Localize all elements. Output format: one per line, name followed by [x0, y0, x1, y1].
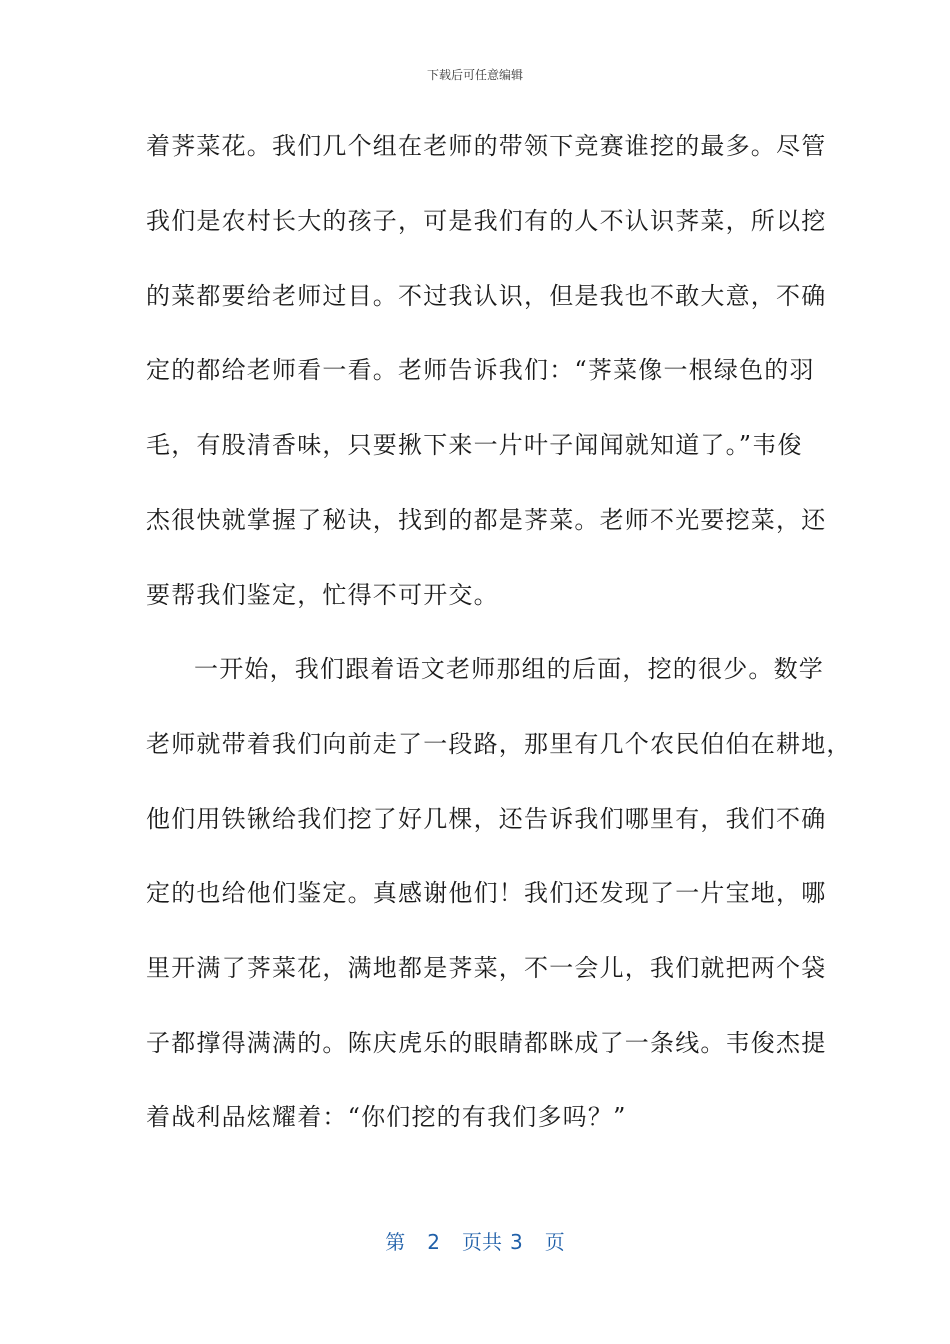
- paragraph-2-line-7: 着战利品炫耀着：“你们挖的有我们多吗？”: [146, 1103, 627, 1131]
- paragraph-1-line-6: 杰很快就掌握了秘诀，找到的都是荠菜。老师不光要挖菜，还: [146, 506, 827, 534]
- paragraph-1-line-4: 定的都给老师看一看。老师告诉我们：“荠菜像一根绿色的羽: [146, 356, 815, 384]
- paragraph-1-line-5: 毛，有股清香味，只要揪下来一片叶子闻闻就知道了。”韦俊: [146, 431, 803, 459]
- paragraph-2-line-4: 定的也给他们鉴定。真感谢他们！我们还发现了一片宝地，哪: [146, 879, 827, 907]
- page-footer: [0, 1226, 950, 1255]
- page-header: 下载后可任意编辑: [426, 68, 523, 82]
- total-pages-number: 3: [510, 1230, 523, 1254]
- paragraph-1-line-3: 的菜都要给老师过目。不过我认识，但是我也不敢大意，不确: [146, 282, 827, 310]
- paragraph-1-line-2: 我们是农村长大的孩子，可是我们有的人不认识荠菜，所以挖: [146, 207, 827, 235]
- page-suffix: 页: [544, 1230, 565, 1254]
- paragraph-1-line-1: 着荠菜花。我们几个组在老师的带领下竞赛谁挖的最多。尽管: [146, 132, 827, 160]
- paragraph-1-line-7: 要帮我们鉴定，忙得不可开交。: [146, 581, 499, 609]
- page-prefix: 第: [385, 1230, 406, 1254]
- paragraph-2-line-2: 老师就带着我们向前走了一段路，那里有几个农民伯伯在耕地，: [146, 730, 852, 758]
- current-page-number: 2: [427, 1230, 440, 1254]
- paragraph-2-line-5: 里开满了荠菜花，满地都是荠菜，不一会儿，我们就把两个袋: [146, 954, 827, 982]
- paragraph-2-line-6: 子都撑得满满的。陈庆虎乐的眼睛都眯成了一条线。韦俊杰提: [146, 1029, 827, 1057]
- paragraph-2-line-3: 他们用铁锹给我们挖了好几棵，还告诉我们哪里有，我们不确: [146, 805, 827, 833]
- page-word: 页共: [462, 1230, 502, 1254]
- paragraph-2-line-1: 一开始，我们跟着语文老师那组的后面，挖的很少。数学: [194, 655, 824, 683]
